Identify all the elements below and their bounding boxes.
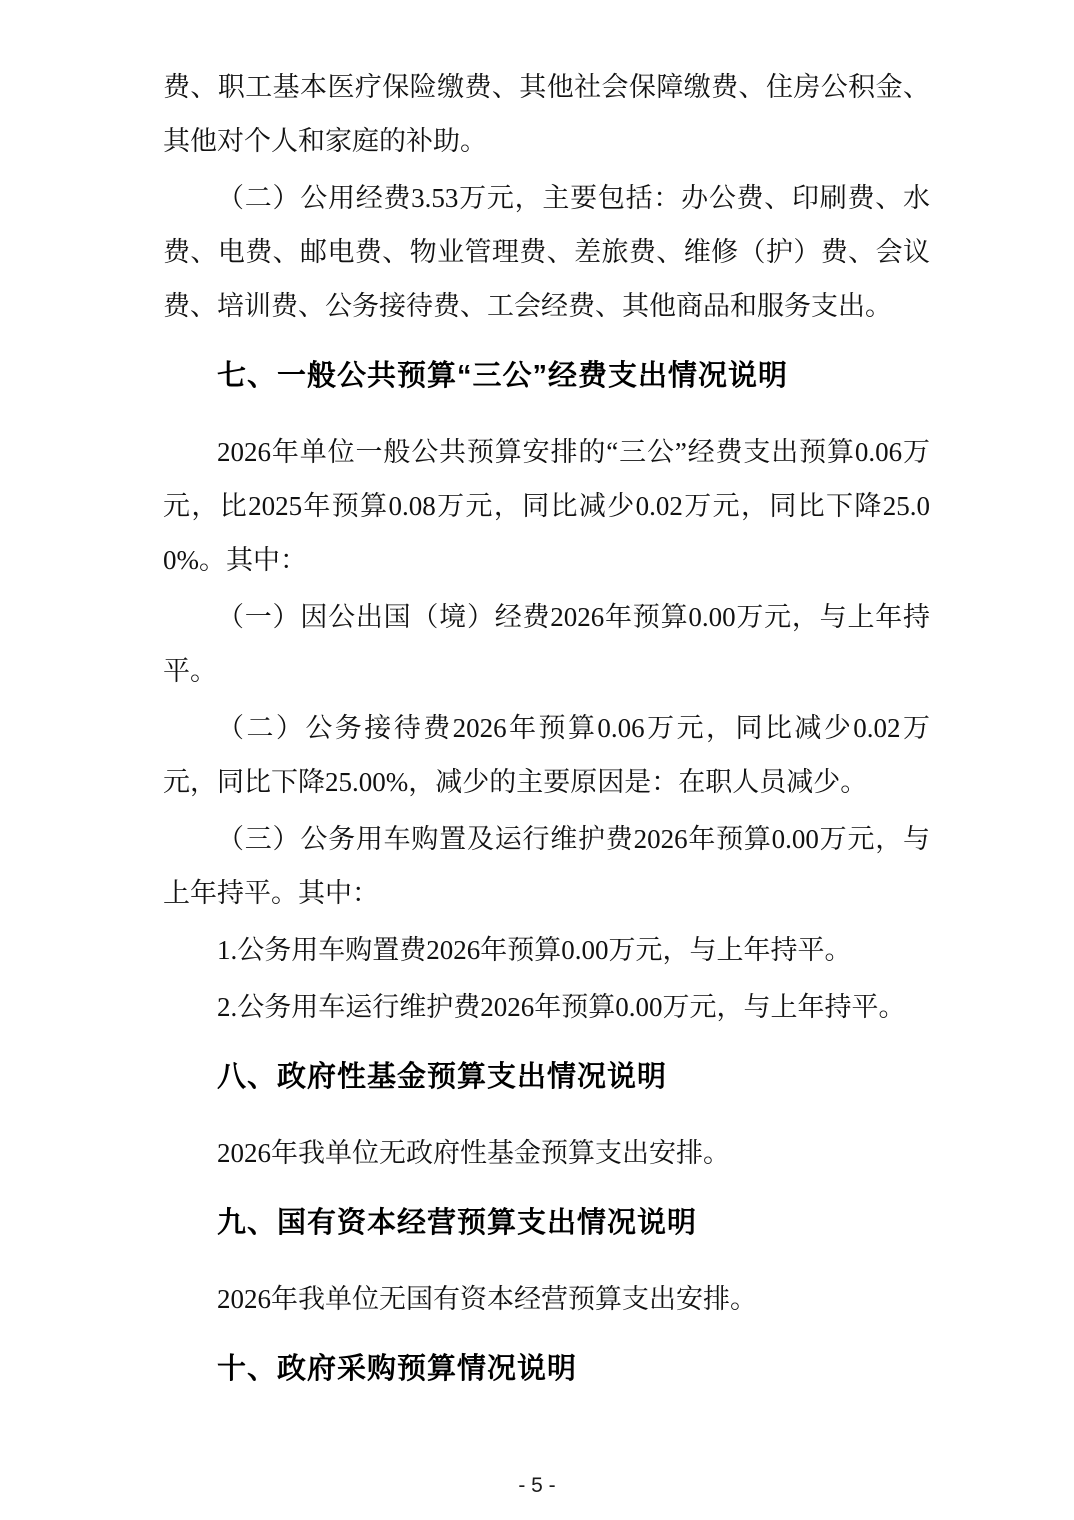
section-heading: 十、政府采购预算情况说明 bbox=[217, 1353, 578, 1385]
paragraph: （三）公务用车购置及运行维护费2026年预算0.00万元，与上年持平。其中： bbox=[163, 824, 930, 908]
paragraph: 费、职工基本医疗保险缴费、其他社会保障缴费、住房公积金、其他对个人和家庭的补助。 bbox=[163, 72, 930, 156]
document-body bbox=[163, 60, 930, 1418]
paragraph: 2.公务用车运行维护费2026年预算0.00万元，与上年持平。 bbox=[217, 992, 906, 1022]
paragraph: （一）因公出国（境）经费2026年预算0.00万元，与上年持平。 bbox=[163, 602, 930, 686]
paragraph: 1.公务用车购置费2026年预算0.00万元，与上年持平。 bbox=[217, 935, 852, 965]
paragraph: 2026年我单位无国有资本经营预算支出安排。 bbox=[217, 1284, 757, 1314]
paragraph: 2026年我单位无政府性基金预算支出安排。 bbox=[217, 1138, 730, 1168]
page-number-label: - 5 - bbox=[518, 1474, 556, 1497]
paragraph: （二）公务接待费2026年预算0.06万元，同比减少0.02万元，同比下降25.00%，减少的主要原因是：在职人员减少。 bbox=[163, 713, 930, 797]
section-heading: 九、国有资本经营预算支出情况说明 bbox=[217, 1207, 698, 1239]
paragraph: 2026年单位一般公共预算安排的“三公”经费支出预算0.06万元，比2025年预算0.08万元，同比减少0.02万元，同比下降25.00%。其中： bbox=[163, 437, 930, 575]
section-heading: 七、一般公共预算“三公”经费支出情况说明 bbox=[217, 360, 789, 392]
paragraph: （二）公用经费3.53万元，主要包括：办公费、印刷费、水费、电费、邮电费、物业管理费、差旅费、维修（护）费、会议费、培训费、公务接待费、工会经费、其他商品和服务支出。 bbox=[163, 183, 930, 321]
section-heading: 八、政府性基金预算支出情况说明 bbox=[217, 1061, 668, 1093]
